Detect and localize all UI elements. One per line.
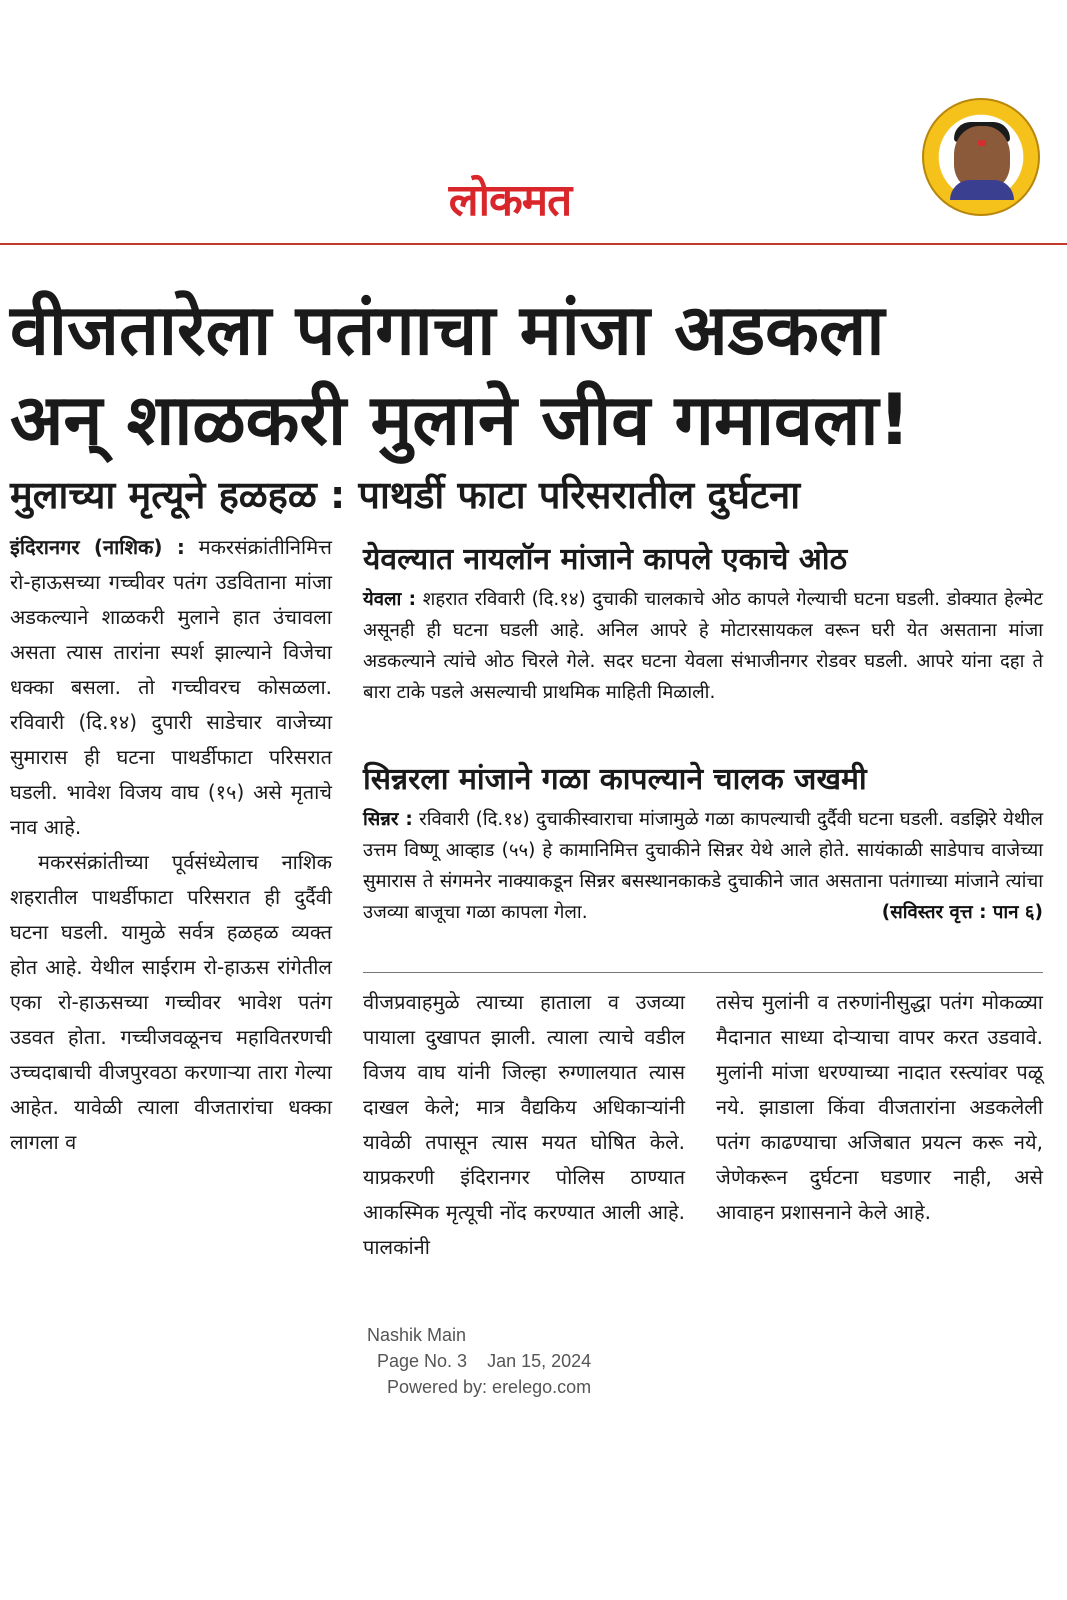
side-story-1-text: शहरात रविवारी (दि.१४) दुचाकी चालकाचे ओठ कापले गेल्याची घटना घडली. डोक्यात हेल्मेट असूनही ही घटना घडली आहे. अनिल आपरे हे मोटारसायकल वरून घरी येत असताना मांजा अडकल्याने त्यांचे ओठ चिरले गेले. सदर घटना येवला संभाजीनगर रोडवर घडली. आपरे यांना दहा ते बारा टाके पडले असल्याची प्राथमिक माहिती मिळाली. xyxy=(363,589,1043,703)
side-story-1-dateline: येवला : xyxy=(363,589,417,610)
headline-line-1: वीजतारेला पतंगाचा मांजा अडकला xyxy=(10,289,885,371)
footer-edition: Nashik Main xyxy=(367,1325,467,1345)
article-paragraph-3: वीजप्रवाहमुळे त्याच्या हाताला व उजव्या पायाला दुखापत झाली. त्याला त्याचे वडील विजय वाघ यांनी जिल्हा रुग्णालयात त्यास दाखल केले; मात्र वैद्यकिय अधिकाऱ्यांनी यावेळी तपासून त्यास मयत घोषित केले. याप्रकरणी इंदिरानगर पोलिस ठाण्यात आकस्मिक मृत्यूची नोंद करण्यात आली आहे. पालकांनी xyxy=(363,990,685,1259)
footer-date: Jan 15, 2024 xyxy=(487,1351,592,1371)
footer-page-number: Page No. 3 xyxy=(377,1351,468,1371)
side-story-1-body xyxy=(363,584,1043,708)
side-story-2-body xyxy=(363,804,1043,928)
article-paragraph-1 xyxy=(10,530,332,845)
column-divider xyxy=(363,972,1043,973)
headline-line-2: अन् शाळकरी मुलाने जीव गमावला! xyxy=(10,379,911,461)
side-story-sinnar xyxy=(363,760,1043,928)
continued-reference: (सविस्तर वृत्त : पान ६) xyxy=(881,902,1043,923)
newspaper-logo: लोकमत xyxy=(448,175,572,226)
side-story-2-text: रविवारी (दि.१४) दुचाकीस्वाराचा मांजामुळे गळा कापल्याची दुर्दैवी घटना घडली. वडझिरे येथील उत्तम विष्णू आव्हाड (५५) हे कामानिमित्त दुचाकीने सिन्नर येथे आले होते. सायंकाळी साडेपाच वाजेच्या सुमारास ते संगमनेर नाक्याकडून सिन्नर बसस्थानकाकडे दुचाकीने जात असताना पतंगाच्या मांजाने त्यांचा उजव्या बाजूचा गळा कापला गेला. xyxy=(363,809,1043,923)
footer-powered-by: Powered by: erelego.com xyxy=(387,1377,592,1397)
article-headline xyxy=(10,285,1050,465)
seal-portrait-tilak xyxy=(978,140,986,146)
article-subheadline: मुलाच्या मृत्यूने हळहळ : पाथर्डी फाटा परिसरातील दुर्घटना xyxy=(10,473,801,517)
masthead-divider xyxy=(0,243,1067,245)
profile-seal-badge xyxy=(922,98,1040,216)
article-paragraph-4: तसेच मुलांनी व तरुणांनीसुद्धा पतंग मोकळ्या मैदानात साध्या दोऱ्याचा वापर करत उडवावे. मुलांनी मांजा धरण्याच्या नादात रस्त्यांवर पळू नये. झाडाला किंवा वीजतारांना अडकलेली पतंग काढण्याचा अजिबात प्रयत्न करू नये, जेणेकरून दुर्घटना घडणार नाही, असे आवाहन प्रशासनाने केले आहे. xyxy=(716,990,1043,1224)
article-paragraph-1-text: मकरसंक्रांतीनिमित्त रो-हाऊसच्या गच्चीवर पतंग उडविताना मांजा अडकल्याने शाळकरी मुलाने हात उंचावला असता त्यास तारांना स्पर्श झाल्याने विजेचा धक्का बसला. तो गच्चीवरच कोसळला. रविवारी (दि.१४) दुपारी साडेचार वाजेच्या सुमारास ही घटना पाथर्डीफाटा परिसरात घडली. भावेश विजय वाघ (१५) असे मृताचे नाव आहे. xyxy=(10,535,332,839)
article-column-right xyxy=(716,985,1043,1230)
article-paragraph-2: मकरसंक्रांतीच्या पूर्वसंध्येलाच नाशिक शहरातील पाथर्डीफाटा परिसरात ही दुर्दैवी घटना घडली. यामुळे सर्वत्र हळहळ व्यक्त होत आहे. येथील साईराम रो-हाऊस रांगेतील एका रो-हाऊसच्या गच्चीवर भावेश पतंग उडवत होता. गच्चीजवळूनच महावितरणची उच्चदाबाची वीजपुरवठा करणाऱ्या तारा गेल्या आहेत. यावेळी त्याला वीजतारांचा धक्का लागला व xyxy=(10,850,332,1154)
side-story-2-dateline: सिन्नर : xyxy=(363,809,413,830)
article-dateline: इंदिरानगर (नाशिक) : xyxy=(10,535,185,559)
page-footer xyxy=(365,1322,665,1400)
footer-page-date xyxy=(365,1348,665,1374)
seal-portrait-shirt xyxy=(950,180,1014,200)
side-story-2-title: सिन्नरला मांजाने गळा कापल्याने चालक जखमी xyxy=(363,762,867,797)
article-column-left xyxy=(10,530,332,1160)
article-column-middle xyxy=(363,985,685,1265)
side-story-yeola xyxy=(363,540,1043,708)
side-story-1-title: येवल्यात नायलॉन मांजाने कापले एकाचे ओठ xyxy=(363,542,848,577)
